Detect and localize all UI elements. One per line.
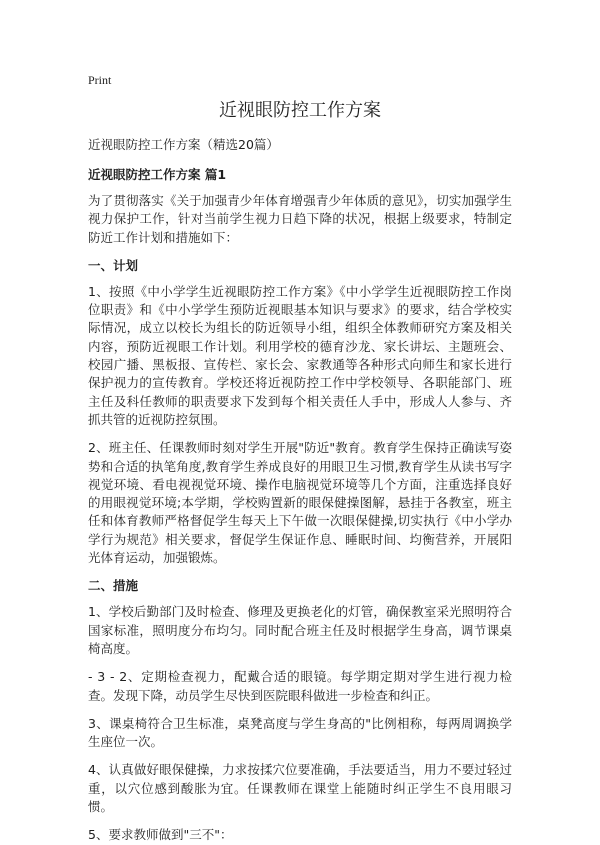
measure-item: 5、要求教师做到"三不"： [88,827,233,843]
plan-item: 1、按照《中小学学生近视眼防控工作方案》《中小学学生近视眼防控工作岗位职责》和《中小学学生预防近视眼基本知识与要求》的要求，结合学校实际情况，成立以校长为组长的防近领导小组，组织全体教师研究方案及相关内容，预防近视眼工作计划。利用学校的德育沙龙、家长讲坛、主题班会、校园广播、黑板报、宣传栏、家长会、家教通等各种形式向师生和家长进行保护视力的宣传教育。学校还将近视防控工作中学校领导、各职能部门、班主任及科任教师的职责要求下发到每个相关责任人手中，形成人人参与、齐抓共管的近视防控氛围。 [88,283,512,427]
measure-item: 4、认真做好眼保健操，力求按揉穴位要准确，手法要适当，用力不要过轻过重，以穴位感到酸胀为宜。任课教师在课堂上能随时纠正学生不良用眼习惯。 [88,762,512,815]
plan-item: 2、班主任、任课教师时刻对学生开展"防近"教育。教育学生保持正确读写姿势和合适的执笔角度,教育学生养成良好的用眼卫生习惯,教育学生从读书写字视觉环境、看电视视觉环境、操作电脑视觉环境等几个方面，注重选择良好的用眼视觉环境;本学期，学校购置新的眼保健操图解，悬挂于各教室，班主任和体育教师严格督促学生每天上下午做一次眼保健操,切实执行《中小学办学行为规范》相关要求，督促学生保证作息、睡眠时间、均衡营养，开展阳光体育运动，加强锻炼。 [88,440,512,566]
measure-item: 3、课桌椅符合卫生标准，桌凳高度与学生身高的"比例相称，每两周调换学生座位一次。 [88,715,512,750]
print-link[interactable]: Print [88,73,112,87]
measure-item: - 3 - 2、定期检查视力，配戴合适的眼镜。每学期定期对学生进行视力检查。发现下降，动员学生尽快到医院眼科做进一步检查和纠正。 [88,669,512,703]
measures-heading: 二、措施 [88,578,139,594]
document-title: 近视眼防控工作方案 [219,100,381,121]
intro-paragraph: 为了贯彻落实《关于加强青少年体育增强青少年体质的意见》，切实加强学生视力保护工作，针对当前学生视力日趋下降的状况，根据上级要求，特制定防近工作计划和措施如下： [88,193,512,245]
plan-heading: 一、计划 [88,257,139,273]
article-heading: 近视眼防控工作方案 篇1 [88,167,227,182]
document-subtitle: 近视眼防控工作方案（精选20篇） [88,137,279,152]
measure-item: 1、学校后勤部门及时检查、修理及更换老化的灯管，确保教室采光照明符合国家标准，照明度分布均匀。同时配合班主任及时根据学生身高，调节课桌椅高度。 [88,604,512,656]
